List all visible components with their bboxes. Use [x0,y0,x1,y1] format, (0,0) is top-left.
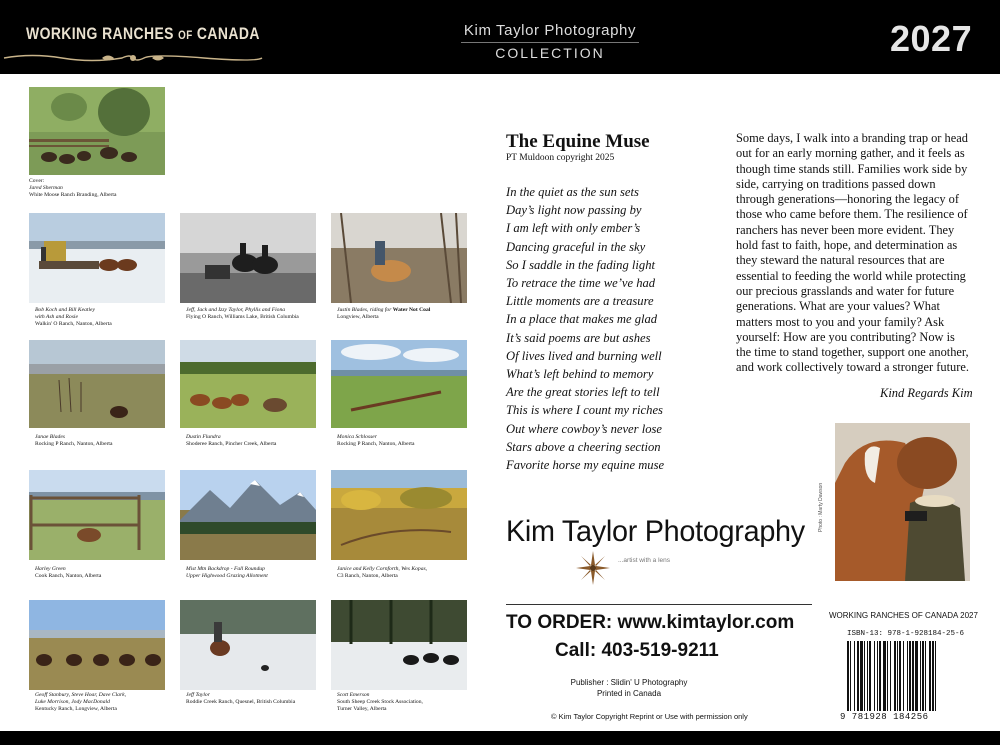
caption-name: Dustin Flundra [186,434,221,440]
barcode-icon [845,641,970,711]
poem-body [506,183,726,474]
message-signoff: Kind Regards Kim [880,386,973,400]
caption-6 [337,434,487,448]
poem-credit: PT Muldoon copyright 2025 [506,153,615,163]
caption-location: Shoderee Ranch, Pincher Creek, Alberta [186,441,277,447]
caption-name: Jeff Taylor [186,692,210,698]
poem-line: Of lives lived and burning well [506,348,662,363]
caption-name: Janae Blades [35,434,65,440]
caption-location: C3 Ranch, Nanton, Alberta [337,573,398,579]
caption-1 [35,307,185,328]
poem-line: I am left with only ember’s [506,221,641,236]
caption-9 [337,566,487,580]
caption-cover [29,178,179,199]
caption-location: Cook Ranch, Nanton, Alberta [35,573,102,579]
photo-2 [180,213,316,303]
order-divider [506,604,812,605]
caption-name: Scott Emerson [337,692,370,698]
publisher-info [506,677,752,699]
publisher-name: Publisher : Slidin' U Photography [570,678,688,687]
caption-line: Cover: [29,178,45,184]
caption-location: Flying O Ranch, Williams Lake, British Columbia [186,314,299,320]
collection-title-line2: COLLECTION [495,45,605,61]
caption-location: Rocking P Ranch, Nanton, Alberta [337,441,415,447]
copyright-notice: © Kim Taylor Copyright Reprint or Use with permission only [551,712,748,721]
caption-name: Geoff Stanbury, Steve Hoar, Dave Clark, [35,692,127,698]
photo-portrait [835,423,970,581]
photo-cover [29,87,165,175]
caption-5 [186,434,336,448]
photo-4 [29,340,165,428]
poem-title: The Equine Muse [506,131,650,152]
poem-line: This is where I count my riches [506,403,663,418]
photo-1 [29,213,165,303]
series-title-part-a: WORKING RANCHES [26,24,179,43]
caption-8 [186,566,336,580]
barcode-number: 9 781928 184256 [840,712,929,722]
caption-name-2: Luke Morrison, Jody MacDonald [35,699,110,705]
poem-line: What’s left behind to memory [506,367,654,382]
caption-11 [186,692,336,706]
brand-logo: Kim Taylor Photography [506,515,805,548]
caption-name: Janice and Kelly Cornforth, Wes Kopas, [337,566,428,572]
caption-7 [35,566,185,580]
photo-5 [180,340,316,428]
poem-line: In the quiet as the sun sets [506,185,639,199]
caption-name-text: Justin Blades, riding for [337,307,393,313]
caption-name-2: Upper Highwood Grazing Allotment [186,573,268,579]
poem-line: Are the great stories left to tell [506,385,660,400]
poem-line: Day’s light now passing by [506,203,642,218]
caption-cause: Water Not Coal [392,307,431,313]
barcode-title: WORKING RANCHES OF CANADA 2027 [829,611,978,620]
caption-name: Monica Schlosser [337,434,377,440]
photo-11 [180,600,316,690]
photo-9 [331,470,467,560]
caption-location: South Sheep Creek Stock Association, [337,699,423,705]
collection-title [420,22,680,61]
photo-7 [29,470,165,560]
message-body: Some days, I walk into a branding trap or head out for an early morning gather, and it feels as though time stands still. Families work side by side, carrying on traditions passed down through generations—honoring the legacy of those who came before them. The resilience of ranchers has never been more evident. They hold fast to faith, hope, and determination as they steward the natural resources that are essential to feeding the world while protecting our precious grasslands and water for future generations. What are your values? What matters most to you and your family? Ask yourself: How are you contributing? Now is the time to stand together, support one another, and work collectively toward a stronger future. [736,131,969,375]
poem-line: Dancing graceful in the sky [506,239,646,254]
spur-rowel-icon [576,551,610,585]
caption-location: Roddie Creek Ranch, Quesnel, British Columbia [186,699,296,705]
poem-line: Little moments are a treasure [506,294,654,309]
caption-3 [337,307,487,321]
caption-location: White Moose Ranch Branding, Alberta [29,192,117,198]
calendar-year: 2027 [890,18,973,59]
caption-location: Kentucky Ranch, Longview, Alberta [35,706,117,712]
collection-title-line1: Kim Taylor Photography [463,22,637,39]
order-phone: Call: 403-519-9211 [555,640,719,661]
caption-name: Mist Mtn Backdrop - Fall Roundup [186,566,265,572]
caption-name: Bob Koch and Bill Keatley [35,307,95,313]
caption-2 [186,307,336,321]
footer-band [0,731,1000,745]
caption-location: Walkin' O Ranch, Nanton, Alberta [35,321,112,327]
photo-10 [29,600,165,690]
series-title [26,24,260,44]
order-website: TO ORDER: www.kimtaylor.com [506,612,795,633]
photo-3 [331,213,467,303]
header-band [0,0,1000,74]
caption-name: Harley Green [35,566,66,572]
poem-line: To retrace the time we’ve had [506,276,656,291]
photo-credit: Photo : Marty Dawson [818,482,824,532]
scroll-ornament-icon [2,52,264,64]
caption-4 [35,434,185,448]
poem-line: In a place that makes me glad [506,312,658,327]
caption-12 [337,692,487,713]
caption-name: Jared Sherman [29,185,63,191]
poem-line: So I saddle in the fading light [506,257,656,272]
caption-name [337,307,487,314]
caption-location-2: Turner Valley, Alberta [337,706,387,712]
brand-tagline: ...artist with a lens [618,557,671,564]
collection-divider [461,42,639,43]
printed-location: Printed in Canada [596,689,662,698]
series-title-part-b: CANADA [192,24,260,43]
poem-line: Favorite horse my equine muse [506,458,665,473]
caption-location: Longview, Alberta [337,314,379,320]
caption-name-2: with Ash and Rosie [35,314,78,320]
photo-8 [180,470,316,560]
series-title-of: OF [178,28,193,42]
poem-line: Out where cowboy’s never lose [506,421,662,436]
caption-10 [35,692,185,713]
photo-12 [331,600,467,690]
caption-name: Jeff, Jack and Izzy Taylor, Phyllis and Fiona [186,307,286,313]
caption-location: Rocking P Ranch, Nanton, Alberta [35,441,113,447]
poem-line: Stars above a cheering section [506,439,661,454]
isbn-label: ISBN-13: 978-1-928184-25-6 [847,630,965,638]
photo-6 [331,340,467,428]
poem-line: It’s said poems are but ashes [506,330,651,345]
